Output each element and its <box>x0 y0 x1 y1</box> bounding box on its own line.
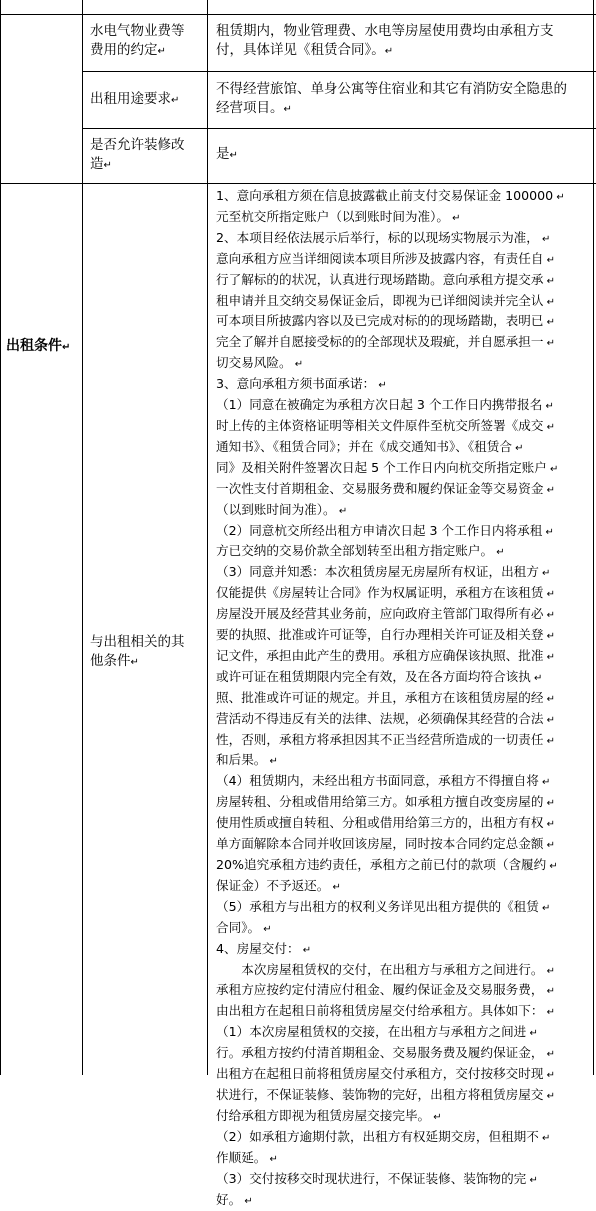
condition-line: 由出租方在起租日前将租赁房屋交付给承租方。具体如下： ↵ <box>216 1002 584 1023</box>
row-label-other-conditions: 与出租相关的其 他条件↵ <box>90 633 206 672</box>
condition-line: 切交易风险。 ↵ <box>216 354 584 375</box>
condition-line: （5）承租方与出租方的权利义务详见出租方提供的《租赁 ↵ <box>216 898 584 919</box>
condition-line: 性，否则，承租方将承担因其不正当经营所造成的一切责任 ↵ <box>216 731 584 752</box>
condition-line: 或许可证在租赁期限内完全有效，及在各方面均符合该执 ↵ <box>216 668 584 689</box>
condition-line: 元至杭交所指定账户（以到账时间为准）。 ↵ <box>216 208 584 229</box>
condition-line: 保证金）不予返还。 ↵ <box>216 877 584 898</box>
condition-line: 方已交纳的交易价款全部划转至出租方指定账户。 ↵ <box>216 542 584 563</box>
condition-line: 出租方在起租日前将租赁房屋交付承租方，交付按移交时现 ↵ <box>216 1065 584 1086</box>
condition-line: （3）交付按移交时现状进行，不保证装修、装饰物的完 ↵ <box>216 1170 584 1191</box>
condition-line: 要的执照、批准或许可证等，自行办理相关许可证及相关登 ↵ <box>216 626 584 647</box>
condition-line: 可本项目所披露内容以及已完成对标的的现场踏勘，表明已 ↵ <box>216 312 584 333</box>
condition-line: 状进行，不保证装修、装饰物的完好，出租方将租赁房屋交 ↵ <box>216 1086 584 1107</box>
condition-line: 作顺延。 ↵ <box>216 1149 584 1170</box>
condition-line: 3、意向承租方须书面承诺： ↵ <box>216 375 584 396</box>
condition-line: 租申请并且交纳交易保证金后，即视为已详细阅读并完全认 ↵ <box>216 292 584 313</box>
other-conditions-text <box>216 187 584 1211</box>
condition-line: 单方面解除本合同并收回该房屋，同时按本合同约定总金额 ↵ <box>216 835 584 856</box>
condition-line: （3）同意并知悉：本次租赁房屋无房屋所有权证，出租方 ↵ <box>216 563 584 584</box>
row-value-fees: 租赁期内，物业管理费、水电等房屋使用费均由承租方支 付，具体详见《租赁合同》。↵ <box>216 22 588 61</box>
condition-line: 好。 ↵ <box>216 1191 584 1211</box>
condition-line: 仅能提供《房屋转让合同》作为权属证明，承租方在该租赁 ↵ <box>216 584 584 605</box>
condition-line: 通知书》、《租赁合同》；并在《成交通知书》、《租赁合 ↵ <box>216 438 584 459</box>
condition-line: 承租方应按约定付清应付租金、履约保证金及交易服务费， ↵ <box>216 981 584 1002</box>
table-line <box>0 14 596 15</box>
condition-line: 房屋转租、分租或借用给第三方。如承租方擅自改变房屋的 ↵ <box>216 793 584 814</box>
condition-line: 记文件，承担由此产生的费用。承租方应确保该执照、批准 ↵ <box>216 647 584 668</box>
condition-line: 使用性质或擅自转租、分租或借用给第三方的，出租方有权 ↵ <box>216 814 584 835</box>
row-label-fees: 水电气物业费等 费用的约定↵ <box>90 22 206 61</box>
condition-line: 和后果。 ↵ <box>216 751 584 772</box>
condition-line: （1）本次房屋租赁权的交接，在出租方与承租方之间进 ↵ <box>216 1023 584 1044</box>
row-label-usage: 出租用途要求↵ <box>90 90 206 110</box>
condition-line: 房屋没开展及经营其业务前，应向政府主管部门取得所有必 ↵ <box>216 605 584 626</box>
table-line <box>207 0 208 1075</box>
condition-line: 4、房屋交付： ↵ <box>216 940 584 961</box>
table-line <box>82 71 596 72</box>
condition-line: （2）同意杭交所经出租方申请次日起 3 个工作日内将承租 ↵ <box>216 522 584 543</box>
condition-line: （2）如承租方逾期付款，出租方有权延期交房，但租期不 ↵ <box>216 1128 584 1149</box>
condition-line: 完全了解并自愿接受标的的全部现状及瑕疵，并自愿承担一 ↵ <box>216 333 584 354</box>
condition-line: 行了解标的的状况，认真进行现场踏勘。意向承租方提交承 ↵ <box>216 271 584 292</box>
condition-line: （1）同意在被确定为承租方次日起 3 个工作日内携带报名 ↵ <box>216 396 584 417</box>
table-line <box>82 128 596 129</box>
table-line <box>593 0 594 1075</box>
condition-line: （以到账时间为准）。 ↵ <box>216 501 584 522</box>
condition-line: 行。承租方按约付清首期租金、交易服务费及履约保证金， ↵ <box>216 1044 584 1065</box>
table-line <box>0 183 596 184</box>
condition-line: 2、本项目经依法展示后举行，标的以现场实物展示为准， ↵ <box>216 229 584 250</box>
condition-line: 合同》。 ↵ <box>216 919 584 940</box>
condition-line: 同》及相关附件签署次日起 5 个工作日内向杭交所指定账户 ↵ <box>216 459 584 480</box>
condition-line: 照、批准或许可证的规定。并且，承租方在该租赁房屋的经 ↵ <box>216 689 584 710</box>
condition-line: 时上传的主体资格证明等相关文件原件至杭交所签署《成交 ↵ <box>216 417 584 438</box>
row-label-renovation: 是否允许装修改 造↵ <box>90 136 206 175</box>
condition-line: 营活动不得违反有关的法律、法规，必须确保其经营的合法 ↵ <box>216 710 584 731</box>
condition-line: 1、意向承租方须在信息披露截止前支付交易保证金 100000 ↵ <box>216 187 584 208</box>
condition-line: 意向承租方应当详细阅读本项目所涉及披露内容，有责任自 ↵ <box>216 250 584 271</box>
row-value-renovation: 是↵ <box>216 145 588 165</box>
table-line <box>82 0 83 1075</box>
condition-line: 付给承租方即视为租赁房屋交接完毕。 ↵ <box>216 1107 584 1128</box>
condition-line: 一次性支付首期租金、交易服务费和履约保证金等交易资金 ↵ <box>216 480 584 501</box>
condition-line: 20%追究承租方违约责任，承租方之前已付的款项（含履约 ↵ <box>216 856 584 877</box>
condition-line: （4）租赁期内，未经出租方书面同意，承租方不得擅自将 ↵ <box>216 772 584 793</box>
section-title: 出租条件↵ <box>6 336 82 358</box>
table-line <box>0 0 1 1075</box>
condition-line: 本次房屋租赁权的交付，在出租方与承租方之间进行。 ↵ <box>216 961 584 982</box>
row-value-usage: 不得经营旅馆、单身公寓等住宿业和其它有消防安全隐患的 经营项目。↵ <box>216 80 588 119</box>
